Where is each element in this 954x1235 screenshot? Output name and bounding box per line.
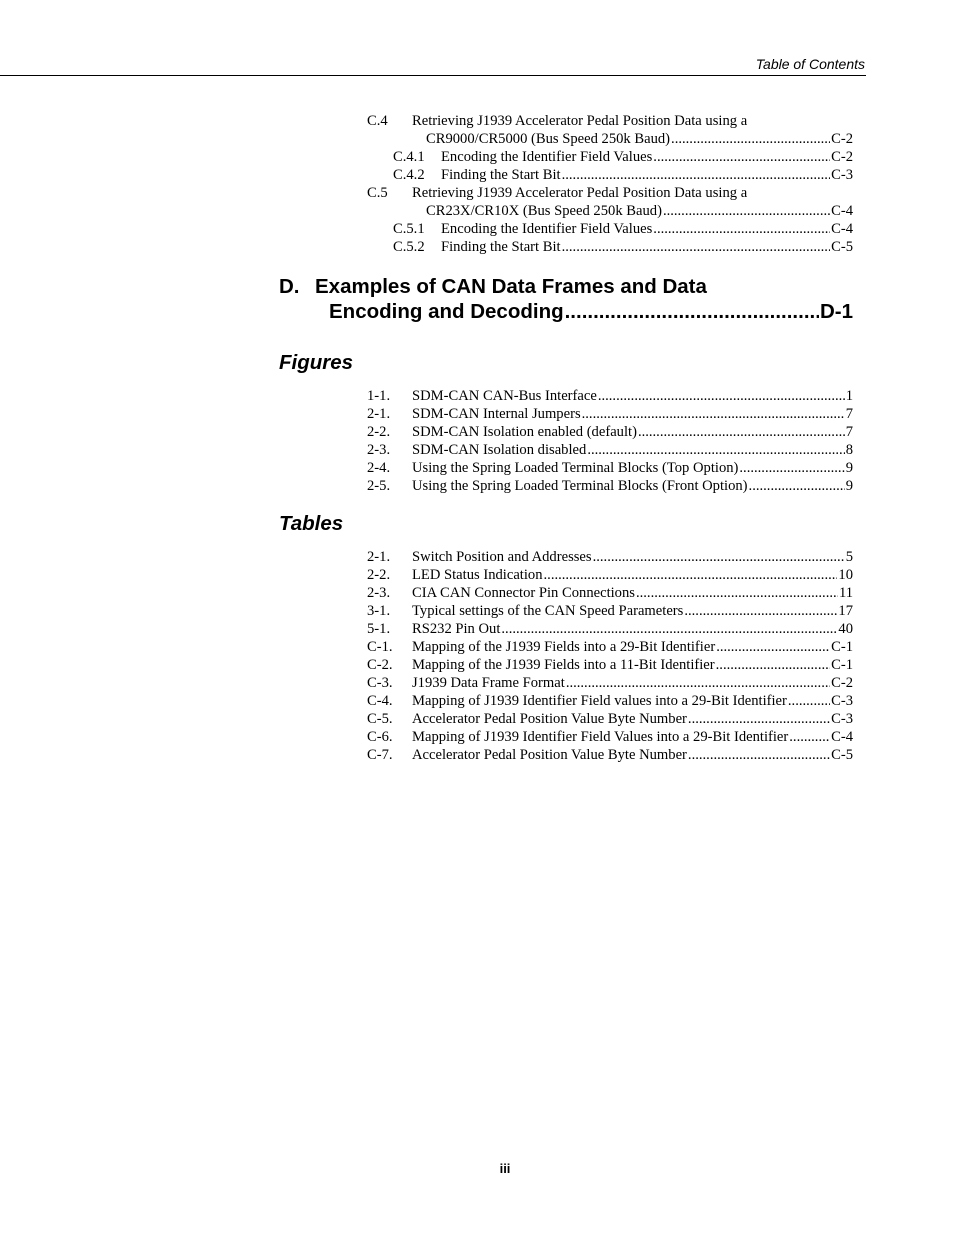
item-text: Mapping of J1939 Identifier Field Values into a 29-Bit Identifier xyxy=(412,729,789,745)
item-page: C-3 xyxy=(831,711,853,727)
dot-leader xyxy=(688,746,830,764)
item-page: C-5 xyxy=(831,747,853,763)
item-number: 2-5. xyxy=(367,478,391,494)
item-number: 2-2. xyxy=(367,567,391,583)
toc-entry-text: CR9000/CR5000 (Bus Speed 250k Baud) xyxy=(426,131,671,147)
item-page: 7 xyxy=(845,424,853,440)
list-item[interactable] xyxy=(367,746,853,764)
item-text: Mapping of the J1939 Fields into a 29-Bit Identifier xyxy=(412,639,716,655)
item-text: LED Status Indication xyxy=(412,567,543,583)
list-item[interactable] xyxy=(367,423,853,441)
toc-entry[interactable] xyxy=(367,112,853,130)
tables-list xyxy=(367,548,853,764)
toc-entry-text: Retrieving J1939 Accelerator Pedal Position Data using a xyxy=(412,185,748,201)
item-number: 3-1. xyxy=(367,603,391,619)
toc-entry-number: C.4.2 xyxy=(393,167,425,183)
item-number: 5-1. xyxy=(367,621,391,637)
dot-leader xyxy=(582,405,845,423)
item-page: C-1 xyxy=(831,639,853,655)
toc-entry-page: C-2 xyxy=(831,149,853,165)
list-item[interactable] xyxy=(367,620,853,638)
dot-leader xyxy=(653,148,830,166)
dot-leader xyxy=(638,423,845,441)
toc-entry-number: C.5 xyxy=(367,185,388,201)
item-page: 40 xyxy=(838,621,853,637)
item-number: C-6. xyxy=(367,729,393,745)
section-title-line2: Encoding and Decoding xyxy=(329,300,564,323)
item-page: 17 xyxy=(838,603,853,619)
list-item[interactable] xyxy=(367,566,853,584)
figures-heading: Figures xyxy=(279,351,354,374)
item-number: C-4. xyxy=(367,693,393,709)
item-page: 8 xyxy=(845,442,853,458)
section-page: D-1 xyxy=(819,300,853,323)
toc-entry-page: C-4 xyxy=(831,203,853,219)
section-title-line1: Examples of CAN Data Frames and Data xyxy=(315,275,707,298)
list-item[interactable] xyxy=(367,584,853,602)
item-page: 9 xyxy=(845,460,853,476)
item-number: 2-3. xyxy=(367,442,391,458)
toc-entry-text: CR23X/CR10X (Bus Speed 250k Baud) xyxy=(426,203,662,219)
item-page: C-2 xyxy=(831,675,853,691)
item-number: 1-1. xyxy=(367,388,391,404)
item-page: 11 xyxy=(838,585,853,601)
toc-entry-page: C-3 xyxy=(831,167,853,183)
toc-entry-text: Finding the Start Bit xyxy=(441,167,561,183)
header-rule xyxy=(0,75,866,76)
list-item[interactable] xyxy=(367,656,853,674)
item-number: 2-2. xyxy=(367,424,391,440)
list-item[interactable] xyxy=(367,602,853,620)
dot-leader xyxy=(653,220,830,238)
list-item[interactable] xyxy=(367,710,853,728)
item-number: 2-4. xyxy=(367,460,391,476)
item-page: C-1 xyxy=(831,657,853,673)
list-item[interactable] xyxy=(367,441,853,459)
toc-entry-text: Encoding the Identifier Field Values xyxy=(441,221,653,237)
toc-entry-number: C.5.1 xyxy=(393,221,425,237)
toc-entry-number: C.4.1 xyxy=(393,149,425,165)
dot-leader xyxy=(501,620,837,638)
toc-entry-text: Encoding the Identifier Field Values xyxy=(441,149,653,165)
item-number: C-7. xyxy=(367,747,393,763)
item-text: Mapping of J1939 Identifier Field values into a 29-Bit Identifier xyxy=(412,693,787,709)
toc-entry-number: C.4 xyxy=(367,113,388,129)
dot-leader xyxy=(716,638,830,656)
list-item[interactable] xyxy=(367,638,853,656)
dot-leader xyxy=(562,238,831,256)
item-text: Mapping of the J1939 Fields into a 11-Bit Identifier xyxy=(412,657,715,673)
dot-leader xyxy=(749,477,845,495)
item-text: J1939 Data Frame Format xyxy=(412,675,565,691)
dot-leader xyxy=(684,602,837,620)
dot-leader xyxy=(716,656,830,674)
dot-leader xyxy=(562,166,831,184)
item-number: C-2. xyxy=(367,657,393,673)
dot-leader xyxy=(544,566,838,584)
item-page: 7 xyxy=(845,406,853,422)
item-page: 5 xyxy=(845,549,853,565)
item-page: C-3 xyxy=(831,693,853,709)
item-text: Switch Position and Addresses xyxy=(412,549,592,565)
figures-list xyxy=(367,387,853,495)
item-text: Accelerator Pedal Position Value Byte Number xyxy=(412,711,687,727)
page-number: iii xyxy=(499,1161,511,1176)
item-text: SDM-CAN CAN-Bus Interface xyxy=(412,388,597,404)
dot-leader xyxy=(788,692,830,710)
dot-leader xyxy=(565,299,819,324)
dot-leader xyxy=(739,459,844,477)
toc-entry[interactable] xyxy=(367,238,853,256)
item-text: RS232 Pin Out xyxy=(412,621,501,637)
item-page: 10 xyxy=(838,567,853,583)
dot-leader xyxy=(671,130,830,148)
item-page: 1 xyxy=(845,388,853,404)
item-text: SDM-CAN Isolation disabled xyxy=(412,442,587,458)
item-page: C-4 xyxy=(831,729,853,745)
toc-entry[interactable] xyxy=(367,184,853,202)
list-item[interactable] xyxy=(367,387,853,405)
item-number: C-3. xyxy=(367,675,393,691)
item-text: SDM-CAN Isolation enabled (default) xyxy=(412,424,637,440)
dot-leader xyxy=(663,202,830,220)
list-item[interactable] xyxy=(367,692,853,710)
toc-entry-continuation[interactable] xyxy=(367,202,853,220)
list-item[interactable] xyxy=(367,477,853,495)
item-number: C-5. xyxy=(367,711,393,727)
toc-subsection-list xyxy=(367,112,853,256)
toc-entry-page: C-4 xyxy=(831,221,853,237)
item-text: SDM-CAN Internal Jumpers xyxy=(412,406,581,422)
list-item[interactable] xyxy=(367,405,853,423)
toc-entry-text: Finding the Start Bit xyxy=(441,239,561,255)
item-number: 2-3. xyxy=(367,585,391,601)
item-page: 9 xyxy=(845,478,853,494)
dot-leader xyxy=(598,387,845,405)
list-item[interactable] xyxy=(367,674,853,692)
item-text: Using the Spring Loaded Terminal Blocks (Front Option) xyxy=(412,478,748,494)
dot-leader xyxy=(636,584,838,602)
item-text: Accelerator Pedal Position Value Byte Number xyxy=(412,747,687,763)
toc-entry-number: C.5.2 xyxy=(393,239,425,255)
toc-entry[interactable] xyxy=(367,148,853,166)
toc-section-d[interactable] xyxy=(279,274,853,324)
list-item[interactable] xyxy=(367,459,853,477)
section-letter: D. xyxy=(279,275,300,298)
toc-entry-text: Retrieving J1939 Accelerator Pedal Position Data using a xyxy=(412,113,748,129)
item-number: 2-1. xyxy=(367,549,391,565)
list-item[interactable] xyxy=(367,548,853,566)
item-number: 2-1. xyxy=(367,406,391,422)
dot-leader xyxy=(688,710,830,728)
item-number: C-1. xyxy=(367,639,393,655)
toc-entry[interactable] xyxy=(367,220,853,238)
list-item[interactable] xyxy=(367,728,853,746)
dot-leader xyxy=(566,674,830,692)
toc-entry-page: C-5 xyxy=(831,239,853,255)
item-text: Typical settings of the CAN Speed Parameters xyxy=(412,603,684,619)
toc-entry-continuation[interactable] xyxy=(367,130,853,148)
toc-entry[interactable] xyxy=(367,166,853,184)
dot-leader xyxy=(789,728,830,746)
item-text: CIA CAN Connector Pin Connections xyxy=(412,585,635,601)
tables-heading: Tables xyxy=(279,512,344,535)
dot-leader xyxy=(593,548,845,566)
running-header-title: Table of Contents xyxy=(755,56,865,72)
item-text: Using the Spring Loaded Terminal Blocks (Top Option) xyxy=(412,460,739,476)
dot-leader xyxy=(587,441,844,459)
toc-entry-page: C-2 xyxy=(831,131,853,147)
